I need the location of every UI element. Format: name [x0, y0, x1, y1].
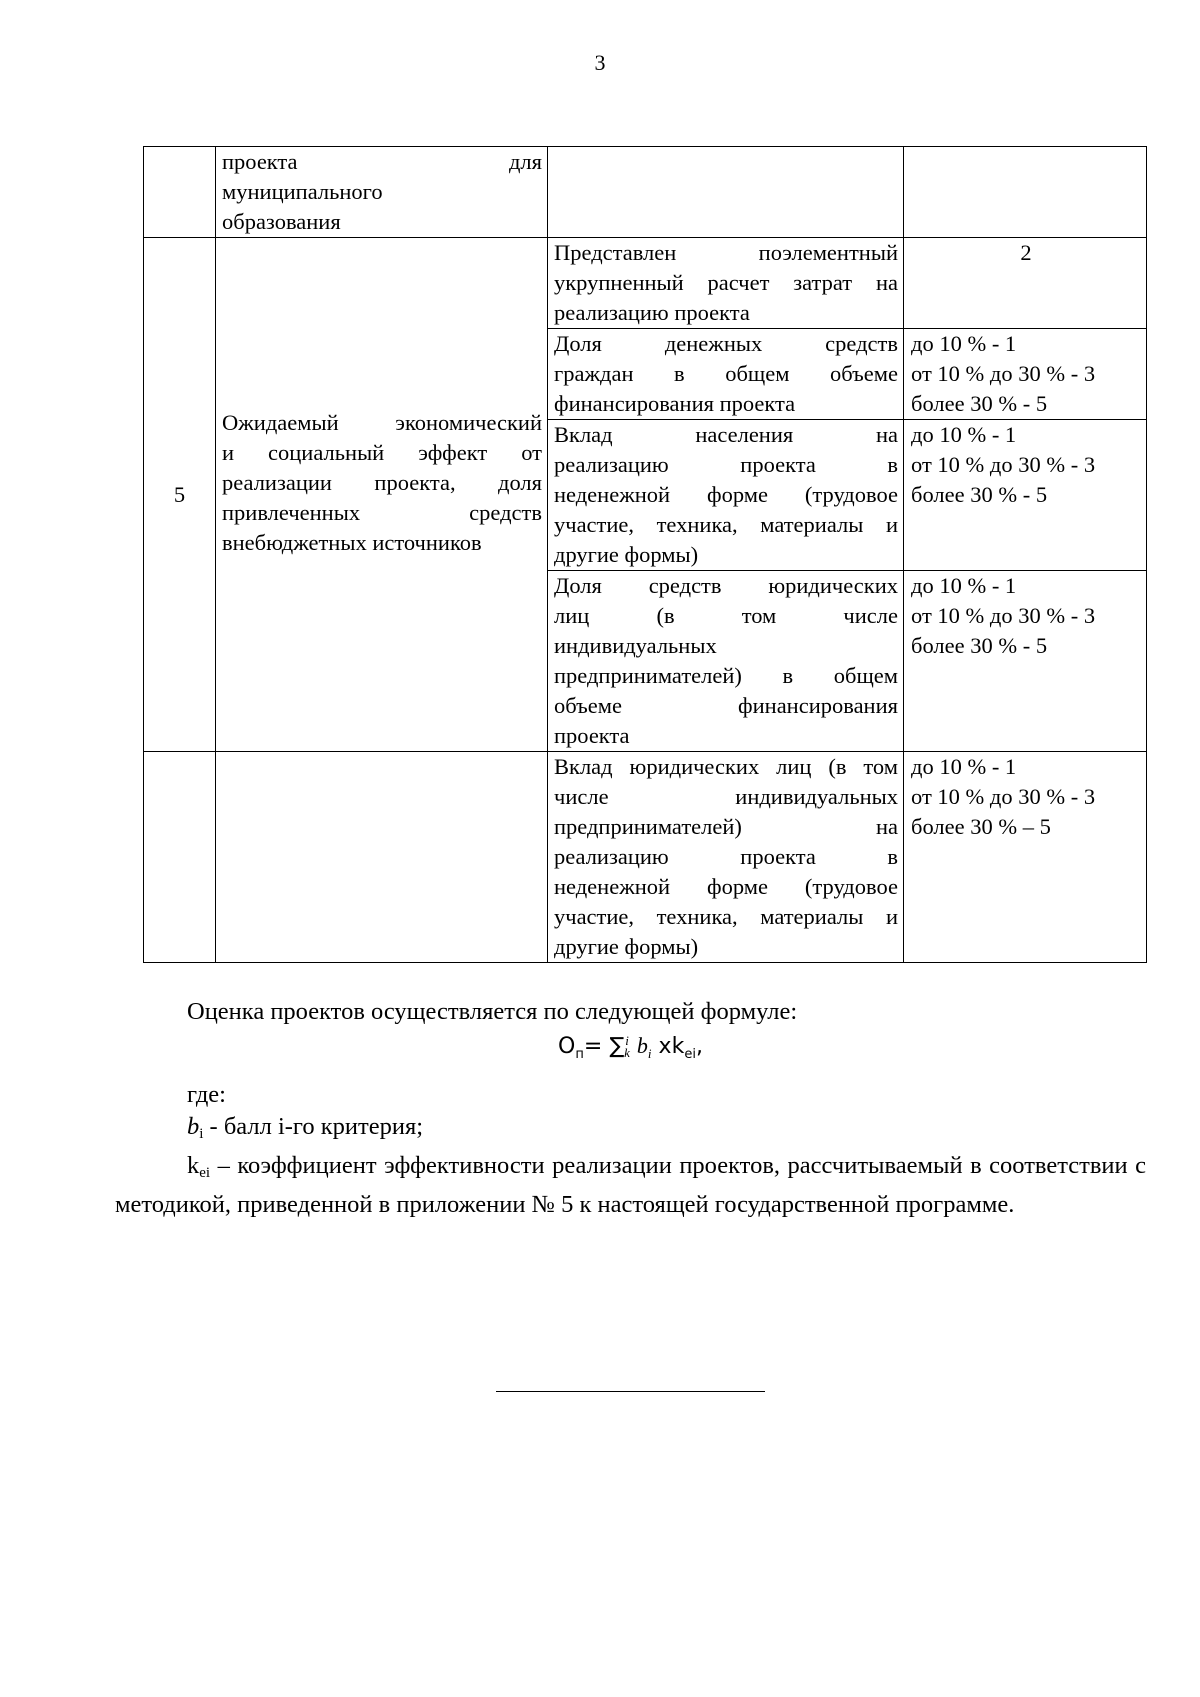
criterion-line: привлеченных средств — [222, 500, 542, 525]
bi-text: - балл i-го критерия; — [203, 1113, 424, 1140]
score-line: от 10 % до 30 % - 3 — [911, 784, 1096, 809]
score-line: до 10 % - 1 — [911, 422, 1017, 447]
indicator-line: другие формы) — [554, 542, 699, 567]
indicator-line: неденежной форме (трудовое — [554, 874, 898, 899]
indicator-line: объеме финансирования — [554, 693, 898, 718]
score-line: до 10 % - 1 — [911, 754, 1017, 779]
criterion-cell — [216, 238, 548, 752]
table-row-continued — [144, 147, 1147, 238]
formula-b-sub: i — [647, 1046, 652, 1061]
kei-sub: ei — [199, 1165, 211, 1181]
indicator-line: реализацию проекта — [554, 300, 750, 325]
formula-eq: = — [583, 1034, 603, 1059]
indicator-line: предпринимателей) на — [554, 814, 898, 839]
score-line: от 10 % до 30 % - 3 — [911, 452, 1096, 477]
bi-definition — [115, 1111, 1146, 1150]
score-cell — [904, 238, 1147, 329]
formula-lhs-sub: п — [575, 1047, 584, 1062]
indicator-line: реализацию проекта в — [554, 452, 898, 477]
indicator-line: реализацию проекта в — [554, 844, 898, 869]
indicator-line: Доля средств юридических — [554, 573, 898, 598]
indicator-cell — [548, 147, 904, 238]
row-number-cell: 5 — [144, 238, 216, 752]
formula-comma: , — [695, 1034, 703, 1059]
kei-text: – коэффициент эффективности реализации проектов, рассчитываемый в соответствии с методикой, приведенной в приложении № 5 к настоящей государственной программе. — [115, 1152, 1146, 1218]
indicator-line: лиц (в том числе — [554, 603, 898, 628]
score-cell — [904, 752, 1147, 963]
sum-sub: k — [624, 1045, 630, 1060]
criterion-line: реализации проекта, доля — [222, 470, 542, 495]
formula-lhs: О — [558, 1034, 576, 1059]
table-row — [144, 752, 1147, 963]
formula-b: b — [636, 1033, 648, 1058]
score-line: более 30 % - 5 — [911, 391, 1048, 416]
indicator-cell — [548, 752, 904, 963]
criteria-table — [143, 146, 1147, 963]
indicator-cell — [548, 329, 904, 420]
page-number: 3 — [594, 50, 606, 75]
table-row — [144, 238, 1147, 329]
formula-section — [115, 996, 1146, 1221]
indicator-cell — [548, 571, 904, 752]
score-line: более 30 % - 5 — [911, 482, 1048, 507]
score-cell — [904, 329, 1147, 420]
indicator-line: участие, техника, материалы и — [554, 904, 898, 929]
indicator-line: Представлен поэлементный — [554, 240, 898, 265]
score-line: до 10 % - 1 — [911, 331, 1017, 356]
indicator-line: Вклад населения на — [554, 422, 898, 447]
indicator-line: Вклад юридических лиц (в том — [554, 754, 898, 779]
criterion-line: муниципального — [222, 179, 383, 204]
where-label: где: — [187, 1081, 226, 1108]
criterion-cell — [216, 147, 548, 238]
kei-definition — [115, 1150, 1146, 1221]
indicator-line: неденежной форме (трудовое — [554, 482, 898, 507]
sum-symbol: ∑ — [609, 1034, 625, 1059]
formula-k: k — [671, 1034, 685, 1059]
criterion-line: Ожидаемый экономический — [222, 410, 542, 435]
criterion-line: и социальный эффект от — [222, 440, 542, 465]
indicator-cell — [548, 420, 904, 571]
score-line: от 10 % до 30 % - 3 — [911, 603, 1096, 628]
indicator-cell — [548, 238, 904, 329]
kei-symbol: k — [187, 1152, 200, 1179]
indicator-line: проекта — [554, 723, 630, 748]
score-line: от 10 % до 30 % - 3 — [911, 361, 1096, 386]
formula — [115, 1030, 1146, 1071]
end-divider — [496, 1391, 765, 1392]
indicator-line: участие, техника, материалы и — [554, 512, 898, 537]
row-number-cell — [144, 752, 216, 963]
score-cell — [904, 571, 1147, 752]
score-line: до 10 % - 1 — [911, 573, 1017, 598]
score-line: более 30 % - 5 — [911, 633, 1048, 658]
indicator-line: граждан в общем объеме — [554, 361, 898, 386]
indicator-line: предпринимателей) в общем — [554, 663, 898, 688]
score-line: более 30 % – 5 — [911, 814, 1051, 839]
bi-sub: i — [199, 1126, 204, 1142]
row-number-cell — [144, 147, 216, 238]
score-cell — [904, 420, 1147, 571]
indicator-line: числе индивидуальных — [554, 784, 898, 809]
indicator-line: индивидуальных — [554, 633, 717, 658]
indicator-line: другие формы) — [554, 934, 699, 959]
criterion-cell — [216, 752, 548, 963]
bi-symbol: b — [187, 1113, 200, 1140]
formula-x: x — [658, 1034, 672, 1059]
indicator-line: укрупненный расчет затрат на — [554, 270, 898, 295]
indicator-line: Доля денежных средств — [554, 331, 898, 356]
formula-k-sub: ei — [684, 1047, 696, 1062]
criterion-line: внебюджетных источников — [222, 530, 482, 555]
criterion-line: проекта для — [222, 149, 542, 174]
formula-intro: Оценка проектов осуществляется по следующей формуле: — [187, 998, 798, 1025]
criterion-line: образования — [222, 209, 341, 234]
indicator-line: финансирования проекта — [554, 391, 796, 416]
score-cell — [904, 147, 1147, 238]
score-line: 2 — [1020, 240, 1032, 265]
sum-sup: i — [625, 1033, 629, 1048]
